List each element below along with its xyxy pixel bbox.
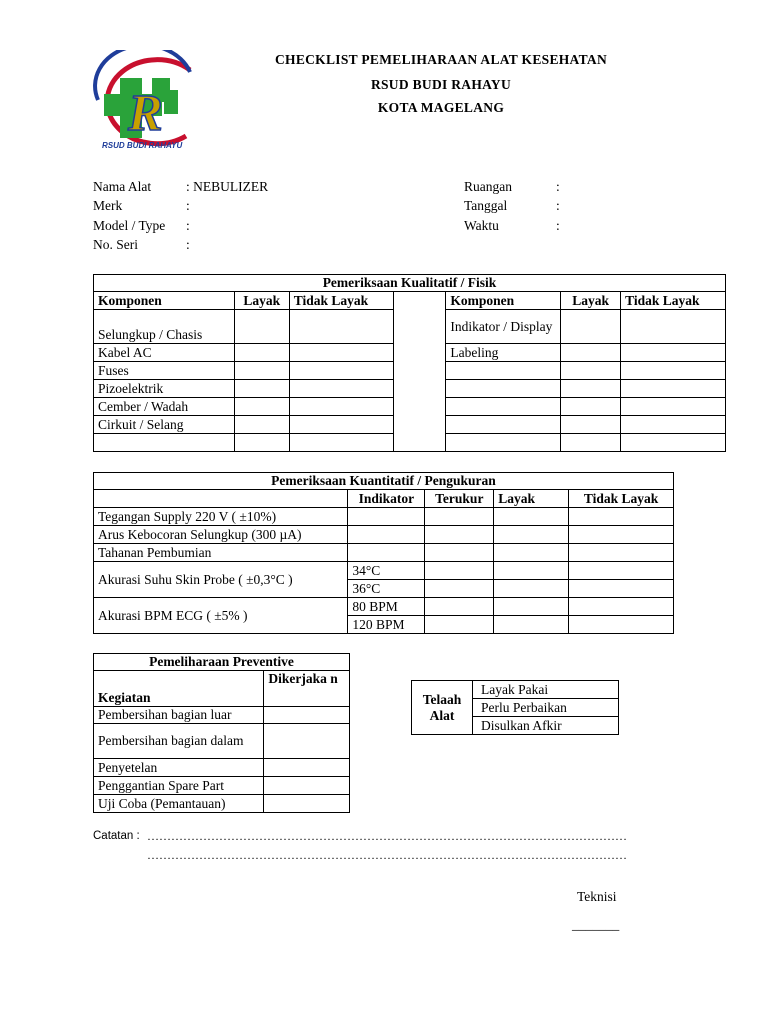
- value-nama-alat: : NEBULIZER: [186, 179, 269, 194]
- quant-row-label-suhu: Akurasi Suhu Skin Probe ( ±0,3°C ): [94, 562, 348, 598]
- qual-check-layak[interactable]: [561, 398, 621, 416]
- label-nama-alat: Nama Alat: [93, 179, 152, 194]
- label-ruangan: Ruangan: [464, 179, 512, 194]
- qual-check-layak[interactable]: [234, 398, 289, 416]
- qual-item: Kabel AC: [94, 344, 235, 362]
- qual-check-layak[interactable]: [561, 310, 621, 344]
- telaah-option-perlu-perbaikan[interactable]: Perlu Perbaikan: [472, 699, 618, 717]
- qual-gap: [393, 292, 446, 452]
- teknisi-label: Teknisi: [577, 889, 617, 904]
- prev-check[interactable]: [264, 759, 350, 777]
- catatan-line-2[interactable]: …………………………………………………………………………………………………………: [147, 848, 627, 862]
- qual-check-layak[interactable]: [234, 434, 289, 452]
- prev-check[interactable]: [264, 707, 350, 724]
- quant-row-label: Tahanan Pembumian: [94, 544, 348, 562]
- logo-caption: RSUD BUDI RAHAYU: [102, 141, 183, 150]
- quant-header-terukur: Terukur: [425, 490, 494, 508]
- qual-item: [94, 434, 235, 452]
- value-ruangan: :: [556, 179, 560, 194]
- prev-item: Penyetelan: [94, 759, 264, 777]
- qual-item: Pizoelektrik: [94, 380, 235, 398]
- qual-item: Cember / Wadah: [94, 398, 235, 416]
- qual-header-komponen-2: Komponen: [446, 292, 561, 310]
- quant-header-tidak-layak: Tidak Layak: [569, 490, 674, 508]
- quant-terukur-cell[interactable]: [425, 544, 494, 562]
- label-waktu: Waktu: [464, 218, 499, 233]
- qual-check-tidak-layak[interactable]: [289, 434, 393, 452]
- qual-header-komponen: Komponen: [94, 292, 235, 310]
- quant-tidak-layak-cell[interactable]: [569, 562, 674, 580]
- quant-layak-cell[interactable]: [494, 508, 569, 526]
- quant-tidak-layak-cell[interactable]: [569, 526, 674, 544]
- telaah-label: Telaah Alat: [412, 681, 473, 735]
- prev-header-kegiatan: Kegiatan: [94, 671, 264, 707]
- value-model: :: [186, 218, 190, 233]
- quant-layak-cell[interactable]: [494, 526, 569, 544]
- telaah-table: [411, 680, 619, 735]
- quant-tidak-layak-cell[interactable]: [569, 616, 674, 634]
- qual-check-tidak-layak[interactable]: [621, 362, 726, 380]
- qual-check-tidak-layak[interactable]: [621, 380, 726, 398]
- prev-title: Pemeliharaan Preventive: [94, 654, 350, 671]
- quant-header-layak: Layak: [494, 490, 569, 508]
- qual-check-tidak-layak[interactable]: [289, 344, 393, 362]
- telaah-option-layak-pakai[interactable]: Layak Pakai: [472, 681, 618, 699]
- qual-item-right: [446, 416, 561, 434]
- quantitative-table: [93, 472, 674, 634]
- quant-row-label: Arus Kebocoran Selungkup (300 µA): [94, 526, 348, 544]
- prev-header-dikerjakan: Dikerjaka n: [264, 671, 350, 707]
- quant-row-label: Tegangan Supply 220 V ( ±10%): [94, 508, 348, 526]
- qual-check-layak[interactable]: [234, 344, 289, 362]
- qual-check-tidak-layak[interactable]: [621, 344, 726, 362]
- quant-tidak-layak-cell[interactable]: [569, 598, 674, 616]
- qual-check-layak[interactable]: [234, 416, 289, 434]
- qual-item-right: [446, 434, 561, 452]
- header-hospital: RSUD BUDI RAHAYU: [370, 77, 512, 92]
- quant-indikator-cell[interactable]: [348, 508, 425, 526]
- preventive-table: [93, 653, 350, 813]
- quant-row-label-bpm: Akurasi BPM ECG ( ±5% ): [94, 598, 348, 634]
- teknisi-signature-line: _______: [572, 917, 620, 932]
- svg-text:R: R: [128, 85, 163, 142]
- quant-header-blank: [94, 490, 348, 508]
- quant-terukur-cell[interactable]: [425, 580, 494, 598]
- qual-item-right: Labeling: [446, 344, 561, 362]
- label-merk: Merk: [93, 198, 123, 213]
- qual-check-layak[interactable]: [234, 380, 289, 398]
- label-model: Model / Type: [93, 218, 166, 233]
- quant-terukur-cell[interactable]: [425, 526, 494, 544]
- quant-terukur-cell[interactable]: [425, 598, 494, 616]
- qual-check-layak[interactable]: [234, 310, 289, 344]
- quant-indikator-value: 120 BPM: [348, 616, 425, 634]
- label-no-seri: No. Seri: [93, 237, 138, 252]
- quant-indikator-cell[interactable]: [348, 544, 425, 562]
- qual-header-tidak-layak: Tidak Layak: [289, 292, 393, 310]
- qual-check-tidak-layak[interactable]: [289, 416, 393, 434]
- header-city: KOTA MAGELANG: [377, 100, 505, 115]
- quant-terukur-cell[interactable]: [425, 508, 494, 526]
- qual-check-layak[interactable]: [561, 416, 621, 434]
- qualitative-table: [93, 274, 726, 452]
- prev-item: Pembersihan bagian luar: [94, 707, 264, 724]
- qual-check-tidak-layak[interactable]: [289, 380, 393, 398]
- qual-item: Fuses: [94, 362, 235, 380]
- qual-check-tidak-layak[interactable]: [289, 362, 393, 380]
- quant-layak-cell[interactable]: [494, 562, 569, 580]
- qual-check-tidak-layak[interactable]: [621, 398, 726, 416]
- prev-item: Penggantian Spare Part: [94, 777, 264, 795]
- quant-layak-cell[interactable]: [494, 616, 569, 634]
- value-no-seri: :: [186, 237, 190, 252]
- quant-indikator-value: 36°C: [348, 580, 425, 598]
- label-tanggal: Tanggal: [464, 198, 508, 213]
- qual-header-tidak-layak-2: Tidak Layak: [621, 292, 726, 310]
- prev-item: Pembersihan bagian dalam: [94, 724, 264, 759]
- prev-item: Uji Coba (Pemantauan): [94, 795, 264, 813]
- quant-terukur-cell[interactable]: [425, 562, 494, 580]
- catatan-line-1[interactable]: …………………………………………………………………………………………………………: [147, 829, 627, 843]
- catatan-label: Catatan :: [93, 830, 140, 842]
- qual-check-tidak-layak[interactable]: [621, 310, 726, 344]
- quant-header-indikator: Indikator: [348, 490, 425, 508]
- quant-indikator-value: 34°C: [348, 562, 425, 580]
- qual-check-layak[interactable]: [561, 362, 621, 380]
- qual-check-tidak-layak[interactable]: [289, 398, 393, 416]
- prev-check[interactable]: [264, 777, 350, 795]
- quant-terukur-cell[interactable]: [425, 616, 494, 634]
- qual-check-layak[interactable]: [561, 434, 621, 452]
- quant-layak-cell[interactable]: [494, 598, 569, 616]
- qual-title: Pemeriksaan Kualitatif / Fisik: [94, 275, 726, 292]
- qual-item-right: [446, 380, 561, 398]
- prev-check[interactable]: [264, 795, 350, 813]
- qual-item: Cirkuit / Selang: [94, 416, 235, 434]
- qual-item: Selungkup / Chasis: [94, 310, 235, 344]
- qual-check-layak[interactable]: [561, 380, 621, 398]
- qual-item-right: [446, 362, 561, 380]
- quant-layak-cell[interactable]: [494, 544, 569, 562]
- quant-tidak-layak-cell[interactable]: [569, 580, 674, 598]
- telaah-option-disulkan-afkir[interactable]: Disulkan Afkir: [472, 717, 618, 735]
- value-tanggal: :: [556, 198, 560, 213]
- qual-item-right: Indikator / Display: [446, 310, 561, 344]
- quant-tidak-layak-cell[interactable]: [569, 544, 674, 562]
- qual-check-tidak-layak[interactable]: [289, 310, 393, 344]
- qual-header-layak: Layak: [234, 292, 289, 310]
- quant-title: Pemeriksaan Kuantitatif / Pengukuran: [94, 473, 674, 490]
- qual-item-right: [446, 398, 561, 416]
- qual-check-tidak-layak[interactable]: [621, 434, 726, 452]
- qual-check-tidak-layak[interactable]: [621, 416, 726, 434]
- header-title: CHECKLIST PEMELIHARAAN ALAT KESEHATAN: [274, 52, 608, 67]
- value-waktu: :: [556, 218, 560, 233]
- qual-check-layak[interactable]: [561, 344, 621, 362]
- qual-check-layak[interactable]: [234, 362, 289, 380]
- quant-indikator-value: 80 BPM: [348, 598, 425, 616]
- prev-check[interactable]: [264, 724, 350, 759]
- quant-layak-cell[interactable]: [494, 580, 569, 598]
- value-merk: :: [186, 198, 190, 213]
- quant-indikator-cell[interactable]: [348, 526, 425, 544]
- quant-tidak-layak-cell[interactable]: [569, 508, 674, 526]
- qual-header-layak-2: Layak: [561, 292, 621, 310]
